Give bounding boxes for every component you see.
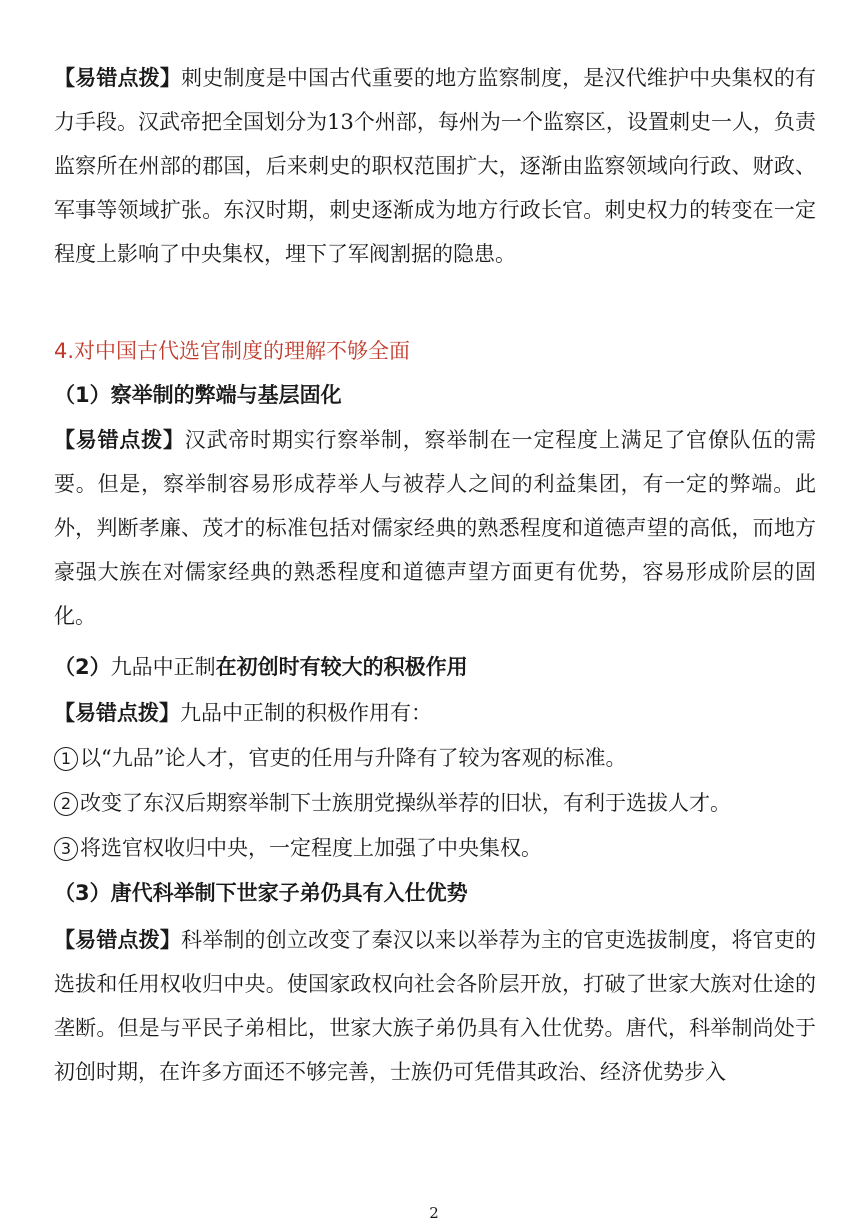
circled-number: 2: [54, 792, 78, 816]
paragraph-chaju: [54, 418, 816, 638]
circled-number: 1: [54, 747, 78, 771]
list-item: 1 以“九品”论人才，官吏的任用与升降有了较为客观的标准。: [54, 743, 626, 773]
tip-tag: 【易错点拨】: [54, 428, 185, 452]
section-heading: 4.对中国古代选官制度的理解不够全面: [54, 339, 411, 363]
tip-tag: 【易错点拨】: [54, 928, 182, 952]
tip-tag: 【易错点拨】: [54, 66, 182, 90]
list-item: 2 改变了东汉后期察举制下士族朋党操纵举荐的旧状，有利于选拔人才。: [54, 788, 731, 818]
tip-tag: 【易错点拨】: [54, 701, 180, 725]
list-item: 3 将选官权收归中央，一定程度上加强了中央集权。: [54, 833, 542, 863]
paragraph-text: 汉武帝时期实行察举制，察举制在一定程度上满足了官僚队伍的需要。但是，察举制容易形成荐举人与被荐人之间的利益集团，有一定的弊端。此外，判断孝廉、茂才的标准包括对儒家经典的熟悉程度和道德声望的高低，而地方豪强大族在对儒家经典的熟悉程度和道德声望方面更有优势，容易形成阶层的固化。: [54, 428, 816, 628]
page-number: 2: [429, 1204, 439, 1222]
paragraph-text: 科举制的创立改变了秦汉以来以举荐为主的官吏选拔制度，将官吏的选拔和任用权收归中央。使国家政权向社会各阶层开放，打破了世家大族对仕途的垄断。但是与平民子弟相比，世家大族子弟仍具有入仕优势。唐代，科举制尚处于初创时期，在许多方面还不够完善，士族仍可凭借其政治、经济优势步入: [54, 928, 816, 1084]
subheading-3: （3）唐代科举制下世家子弟仍具有入仕优势: [54, 881, 468, 905]
tip-intro: 【易错点拨】九品中正制的积极作用有：: [54, 701, 432, 725]
subheading-1: （1）察举制的弊端与基层固化: [54, 383, 342, 407]
circled-number: 3: [54, 837, 78, 861]
paragraph-cishi: [54, 56, 816, 276]
paragraph-keju: [54, 918, 816, 1094]
paragraph-text: 刺史制度是中国古代重要的地方监察制度，是汉代维护中央集权的有力手段。汉武帝把全国划分为13个州部，每州为一个监察区，设置刺史一人，负责监察所在州部的郡国，后来刺史的职权范围扩大，逐渐由监察领域向行政、财政、军事等领域扩张。东汉时期，刺史逐渐成为地方行政长官。刺史权力的转变在一定程度上影响了中央集权，埋下了军阀割据的隐患。: [54, 66, 816, 266]
subheading-2: （2）九品中正制在初创时有较大的积极作用: [54, 655, 468, 679]
